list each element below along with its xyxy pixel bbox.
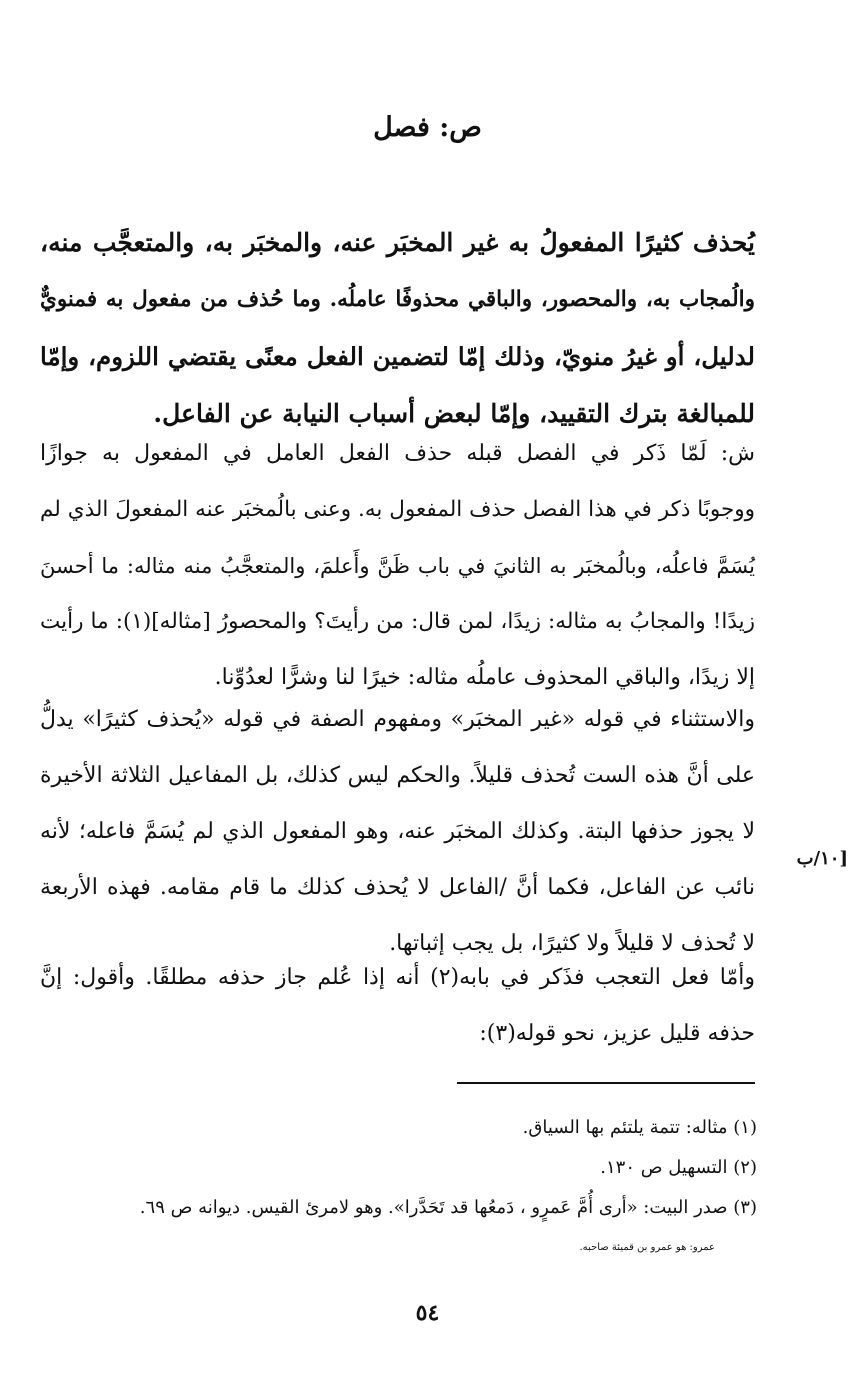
text-line: يُحذف كثيرًا المفعولُ به غير المخبَر عنه، والمخبَر به، والمتعجَّب منه، xyxy=(40,228,755,257)
text-line: لا تُحذف لا قليلاً ولا كثيرًا، بل يجب إثباتها. xyxy=(389,931,755,956)
footnote: (٣) صدر البيت: «أرى أُمَّ عَمرٍو ، دَمعُها قد تَحَدَّرا». وهو لامرئ القيس. ديوانه ص ٦٩. xyxy=(139,1197,757,1218)
commentary-paragraph-3 xyxy=(40,950,755,1062)
footnote-continuation: عمرو: هو عمرو بن قميئة صاحبه. xyxy=(579,1242,715,1253)
text-line: يُسَمَّ فاعلُه، وبالُمخبَر به الثانيَ في باب ظَنَّ وأَعلمَ، والمتعجَّبُ منه مثاله: ما أحسنَ xyxy=(40,554,755,578)
footnote-separator xyxy=(457,1082,755,1084)
footnote: (١) مثاله: تتمة يلتئم بها السياق. xyxy=(522,1117,757,1138)
text-line: وأمّا فعل التعجب فذَكر في بابه(٢) أنه إذا عُلم جاز حذفه مطلقًا. وأقول: إنَّ xyxy=(40,965,755,990)
text-line: إلا زيدًا، والباقي المحذوف عاملُه مثاله: خيرًا لنا وشرًّا لعدُوِّنا. xyxy=(214,665,755,690)
commentary-paragraph-1 xyxy=(40,426,755,706)
text-line: للمبالغة بترك التقييد، وإمّا لبعض أسباب النيابة عن الفاعل. xyxy=(153,399,755,428)
bold-paragraph xyxy=(40,214,755,442)
text-line: على أنَّ هذه الست تُحذف قليلاً. والحكم ليس كذلك، بل المفاعيل الثلاثة الأخيرة xyxy=(40,763,755,788)
footnote: (٢) التسهيل ص ١٣٠. xyxy=(600,1157,757,1178)
text-line: ش: لَمّا ذَكر في الفصل قبله حذف الفعل العامل في المفعول به جوازًا xyxy=(40,441,755,466)
manuscript-folio-marker: ١٠/ب] xyxy=(796,848,848,869)
text-line: زيدًا! والمجابُ به مثاله: زيدًا، لمن قال: من رأيتَ؟ والمحصورُ [مثاله](١): ما رأيت xyxy=(40,609,755,634)
text-line: والُمجاب به، والمحصور، والباقي محذوفًا عاملُه. وما حُذف من مفعول به فمنويٌّ xyxy=(40,287,755,312)
page-number: ٥٤ xyxy=(415,1300,440,1326)
text-line: نائب عن الفاعل، فكما أنَّ /الفاعل لا يُحذف كذلك ما قام مقامه. فهذه الأربعة xyxy=(40,875,755,900)
text-line: ووجوبًا ذكر في هذا الفصل حذف المفعول به. وعنى بالُمخبَر عنه المفعولَ الذي لم xyxy=(40,497,755,522)
footnotes xyxy=(40,1108,757,1268)
section-title: ص: فصل xyxy=(373,112,482,143)
text-line: والاستثناء في قوله «غير المخبَر» ومفهوم الصفة في قوله «يُحذف كثيرًا» يدلُّ xyxy=(40,707,755,732)
text-line: لدليل، أو غيرُ منويّ، وذلك إمّا لتضمين الفعل معنًى يقتضي اللزوم، وإمّا xyxy=(40,342,755,371)
text-line: حذفه قليل عزيز، نحو قوله(٣): xyxy=(479,1021,755,1046)
commentary-paragraph-2 xyxy=(40,692,755,972)
text-line: لا يجوز حذفها البتة. وكذلك المخبَر عنه، وهو المفعول الذي لم يُسَمَّ فاعله؛ لأنه xyxy=(40,819,755,844)
